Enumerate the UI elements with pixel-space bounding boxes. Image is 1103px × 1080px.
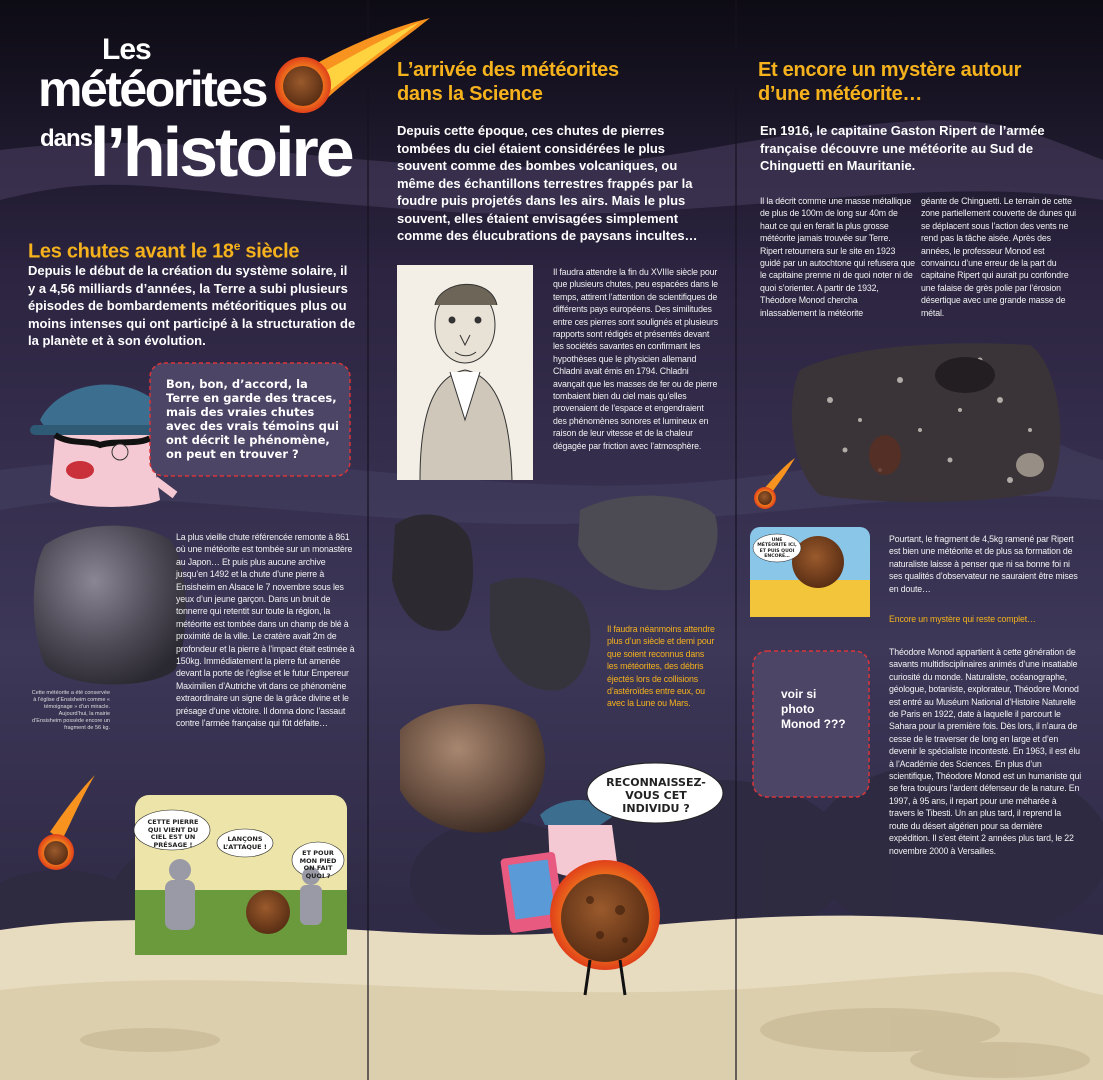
col1-heading-sup: e <box>233 239 241 253</box>
col1-lead: Depuis le début de la création du système solaire, il y a 4,56 milliards d’années, la Terre a subi plusieurs épisodes de bombardements météoritiques plus ou moins intenses qui ont participé à la structuration de la planète et à son évolution. <box>28 263 356 348</box>
poster-title <box>38 34 368 204</box>
title-meteorites: météorites <box>38 61 266 117</box>
col2-speech-bubble: RECONNAISSEZ-VOUS CET INDIVIDU ? <box>606 776 706 815</box>
col3-heading: Et encore un mystère autour d’une météorite… <box>758 59 1022 105</box>
col1-speech-bubble: Bon, bon, d’accord, la Terre en garde des traces, mais des vraies chutes avec des vrais témoins qui ont décrit le phénomène, on peut en trouver ? <box>166 377 339 461</box>
comic-bubble-2: LANÇONS L’ATTAQUE ! <box>223 835 267 851</box>
comic-bubble-1: CETTE PIERRE QUI VIENT DU CIEL EST UN PRÉSAGE ! <box>147 818 199 849</box>
monod-photo-placeholder: voir si photo Monod ??? <box>781 687 846 731</box>
col3-body3: Théodore Monod appartient à cette génération de savants multidisciplinaires animés d’une insatiable curiosité du monde. Naturaliste, océanographe, géologue, botaniste, explorateur, Théodore Monod est entré au Muséum National d’Histoire Naturelle de Paris en 1922, date à laquelle il parcourt le Sahara pour la première fois. Dès lors, il n’aura de cesse de le traverser de long en large et d’en devenir le spécialiste incontesté. En 1963, il est élu à l’Académie des Sciences. En plus d’un scientifique, Théodore Monod est un humaniste qui se fera toujours l’ardent défenseur de la nature. En 1997, à 95 ans, il repart pour une méharée à travers le Tibesti. Un an plus tard, il reprend la route du désert algérien pour sa dernière expédition. Il s’est éteint 2 années plus tard, le 22 novembre 2000 à Versailles. <box>889 647 1082 856</box>
col1-rock-caption: Cette météorite a été conservée à l’église d’Ensisheim comme « témoignage » d’un miracle. Aujourd’hui, la mairie d’Ensisheim possède encore un fragment de 56 kg. <box>31 690 110 731</box>
col3-body2: Pourtant, le fragment de 4,5kg ramené par Ripert est bien une météorite et de plus sa formation de naturaliste laisse à penser que ni sa bonne foi ni ses qualités d’observateur ne sauraient être mises en doute… <box>889 534 1078 594</box>
col1-heading-end: siècle <box>240 240 300 263</box>
col2-lead: Depuis cette époque, ces chutes de pierres tombées du ciel étaient considérées le plus souvent comme des bombes volcaniques, ou même des échantillons terrestres frappés par la foudre puis projetés dans les airs. Mais le plus souvent, elles étaient envisagées simplement comme des élucubrations de paysans incultes… <box>397 123 698 243</box>
col2-heading: L’arrivée des météorites dans la Science <box>397 59 619 105</box>
col3-mini-bubble: UNE MÉTÉORITE ICI, ET PUIS QUOI ENCORE… <box>757 538 797 560</box>
title-dans: dans <box>40 125 93 152</box>
title-histoire: l’histoire <box>90 113 352 191</box>
col3-lead: En 1916, le capitaine Gaston Ripert de l’armée française découvre une météorite au Sud de Chinguetti en Mauritanie. <box>760 123 1045 173</box>
col1-heading-main: Les chutes avant le 18 <box>28 240 234 263</box>
col2-body: Il faudra attendre la fin du XVIIIe siècle pour que plusieurs chutes, peu espacées dans le temps, attirent l’attention de scientifiques de différents pays européens. Des similitudes entre ces pierres sont soulignés et plusieurs rapports sont rédigés et présentés devant les sociétés savantes en confirmant les hypothèses que le physicien allemand Chladni avait émis en 1794. Chladni avançait que les masses de fer ou de pierre tombaient bien du ciel mais qu’elles provenaient de l’espace et engendraient des phénomènes sonores et lumineux en raison de leur vitesse et de la chaleur dégagée par friction avec l’atmosphère. <box>553 267 718 451</box>
title-les: Les <box>102 33 151 66</box>
comic-bubble-3: ET POUR MON PIED ON FAIT QUOI ? <box>299 849 337 880</box>
col3-body-left: Il la décrit comme une masse métallique de plus de 100m de long sur 40m de haut ce qui en ferait la plus grosse météorite jamais trouvée sur Terre. Ripert retournera sur le site en 1923 guidé par un autochtone qui refusera que le capitaine prenne ni de quoi noter ni de quoi s’orienter. A partir de 1932, Théodore Monod chercha inlassablement la météorite <box>760 196 915 318</box>
col1-heading <box>28 234 348 264</box>
col1-body: La plus vieille chute référencée remonte à 861 où une météorite est tombée sur un monastère au Japon… Et puis plus aucune archive jusqu’en 1492 et la chute d’une pierre à Ensisheim en Alsace le 7 novembre sous les yeux d’un jeune garçon. Dans un bruit de tonnerre qui retentit sur toute la région, la météorite est tombée dans un champ de blé à proximité de la ville. Le cratère avait 2m de profondeur et la pierre à l’impact était estimée à 150kg. Immédiatement la pierre fut amenée devant la porte de l’église et le futur Empereur Maximilien d’Autriche vit dans ce phénomène extraordinaire un signe de la grâce divine et le présage d’une victoire. Il donna donc l’assaut contre l’armée française qui fût défaite… <box>176 532 355 729</box>
col2-yellow-note: Il faudra néanmoins attendre plus d’un siècle et demi pour que soient reconnus dans les météorites, des débris éjectés lors de collisions d’astéroïdes entre eux, ou avec la Lune ou Mars. <box>607 624 715 709</box>
col3-body-right: géante de Chinguetti. Le terrain de cette zone partiellement couverte de dunes qui se déplacent sous l’action des vents ne rend pas la tâche aisée. Après des années, le professeur Monod est convaincu d’une erreur de la part du capitaine Ripert qui aurait pu confondre une falaise de grès polie par l’érosion désertique avec une grande masse de métal. <box>921 196 1076 318</box>
col3-yellow-line: Encore un mystère qui reste complet… <box>889 614 1036 624</box>
